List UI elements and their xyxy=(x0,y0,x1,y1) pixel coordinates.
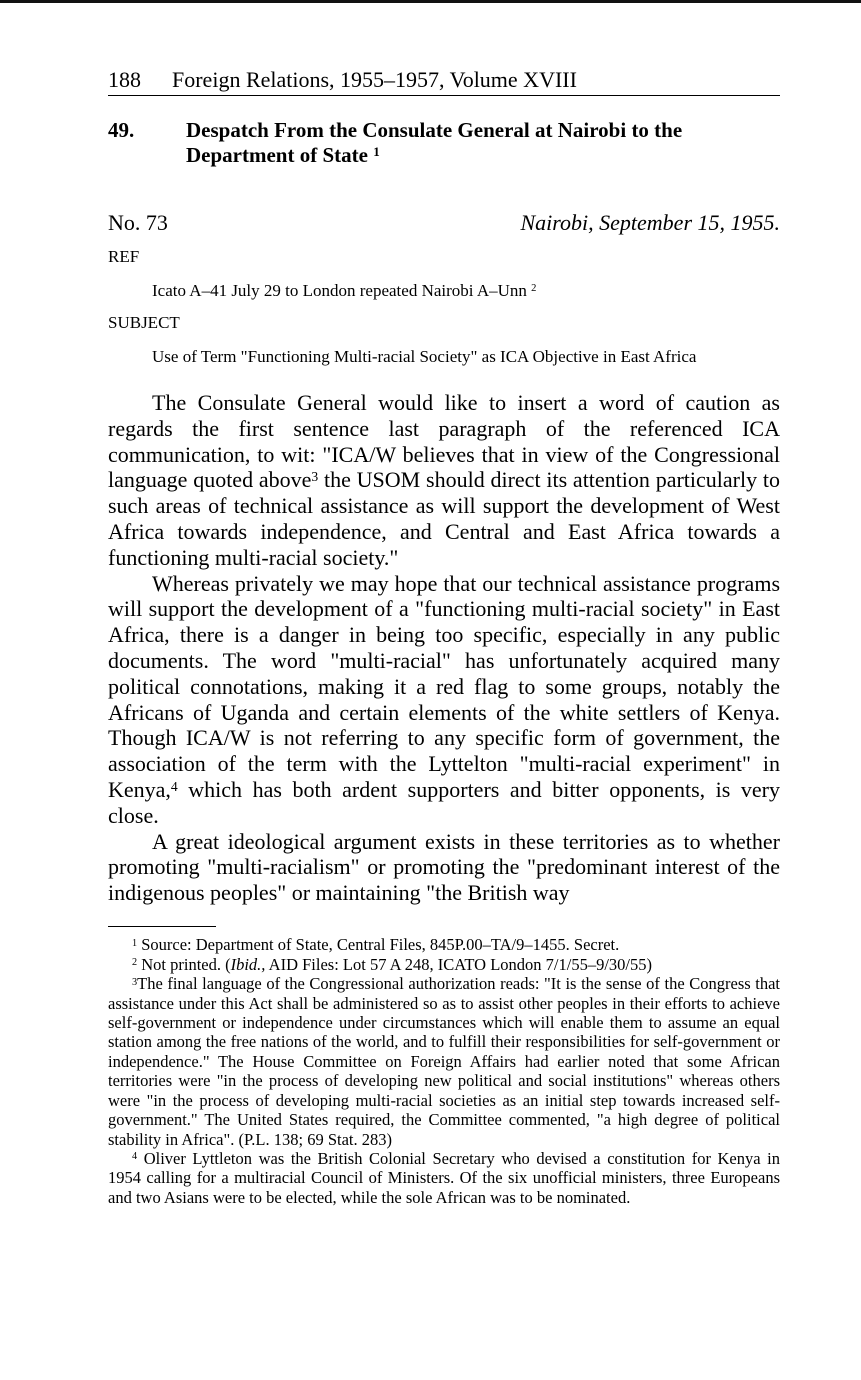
paragraph-2-text-b: which has both ardent supporters and bitter opponents, is very close. xyxy=(108,776,780,828)
footnote-2-text-a: Not printed. ( xyxy=(137,954,231,974)
subject-label: SUBJECT xyxy=(108,313,180,332)
body-paragraph-2 xyxy=(108,571,780,829)
document-title xyxy=(186,118,780,168)
footnote-1-text: Source: Department of State, Central Files, 845P.00–TA/9–1455. Secret. xyxy=(137,935,620,955)
document-page xyxy=(108,66,780,1207)
footnote-2 xyxy=(108,955,780,974)
document-heading xyxy=(108,118,780,168)
footnote-3 xyxy=(108,974,780,1149)
place-date: Nairobi, September 15, 1955. xyxy=(520,210,780,235)
ref-text xyxy=(108,280,780,302)
page-top-border xyxy=(0,0,861,3)
despatch-meta xyxy=(108,210,780,236)
footnote-3-mark: 3 xyxy=(132,976,138,988)
footnote-ref-2[interactable]: 2 xyxy=(531,283,537,295)
footnote-4-mark: 4 xyxy=(132,1151,138,1163)
footnote-3-text: The final language of the Congressional authorization reads: "It is the sense of the Congress that assistance under this Act shall be administered so as to assist other peoples in their efforts to achieve self-government or independence under circumstances which will enable them to assume an equal station among the free nations of the world, and to fulfill their responsibilities for self-government or independence." The House Committee on Foreign Affairs had earlier noted that some African territories were "in the process of developing new political and social institutions" whereas others were "in the process of developing multi-racial societies as an initial step towards increased self-government." The United States required, the Committee commented, "a high degree of political stability in Africa". (P.L. 138; 69 Stat. 283) xyxy=(108,974,780,1149)
footnote-separator xyxy=(108,926,216,928)
running-head xyxy=(108,66,780,96)
despatch-number: No. 73 xyxy=(108,210,168,235)
footnote-ref-3[interactable]: 3 xyxy=(311,469,319,485)
paragraph-1-text-b: the USOM should direct its attention particularly to such areas of technical assistance as will support the development of West Africa towards independence, and Central and East Africa towards a functioning multi-racial society." xyxy=(108,467,780,570)
subject-text: Use of Term "Functioning Multi-racial Society" as ICA Objective in East Africa xyxy=(152,347,697,366)
body-paragraph-3: A great ideological argument exists in these territories as to whether promoting "multi-racialism" or promoting the "predominant interest of the indigenous peoples" or maintaining "the British way xyxy=(108,828,780,906)
footnote-2-text-b: AID Files: Lot 57 A 248, ICATO London 7/1/55–9/30/55) xyxy=(265,954,652,974)
paragraph-1-text-a: The Consulate General would like to insert a word of caution as regards the first sentence last paragraph of the referenced ICA communication, to wit: "ICA/W believes that in view of the Congressional language quoted above xyxy=(108,390,780,493)
footnote-1 xyxy=(108,935,780,954)
footnote-4 xyxy=(108,1149,780,1207)
document-number: 49. xyxy=(108,118,135,142)
document-title-text: Despatch From the Consulate General at Nairobi to the Department of State xyxy=(186,118,683,167)
body-paragraph-1 xyxy=(108,390,780,571)
page-number: 188 xyxy=(108,67,141,92)
document-body xyxy=(108,390,780,906)
footnotes xyxy=(108,935,780,1207)
paragraph-2-text-a: Whereas privately we may hope that our technical assistance programs will support the development of a "functioning multi-racial society" in East Africa, there is a danger in being too specific, especially in any public documents. The word "multi-racial" has unfortunately acquired many political connotations, making it a red flag to some groups, notably the Africans of Uganda and certain elements of the white settlers of Kenya. Though ICA/W is not referring to any specific form of government, the association of the term with the Lyttelton "multi-racial experiment" in Kenya, xyxy=(108,570,780,802)
footnote-2-ibid: Ibid., xyxy=(230,954,266,974)
footnote-ref-1[interactable]: 1 xyxy=(373,144,380,160)
footnote-ref-4[interactable]: 4 xyxy=(170,778,178,794)
ref-text-body: Icato A–41 July 29 to London repeated Nairobi A–Unn xyxy=(152,281,527,300)
series-title: Foreign Relations, 1955–1957, Volume XVIII xyxy=(172,67,577,92)
ref-label: REF xyxy=(108,247,140,266)
footnote-1-mark: 1 xyxy=(132,937,138,949)
footnote-4-text: Oliver Lyttleton was the British Colonial Secretary who devised a constitution for Kenya in 1954 calling for a multiracial Council of Ministers. Of the six unofficial ministers, three Europeans and two Asians were to be elected, while the sole African was to be nominated. xyxy=(108,1148,780,1207)
footnote-2-mark: 2 xyxy=(132,957,138,969)
